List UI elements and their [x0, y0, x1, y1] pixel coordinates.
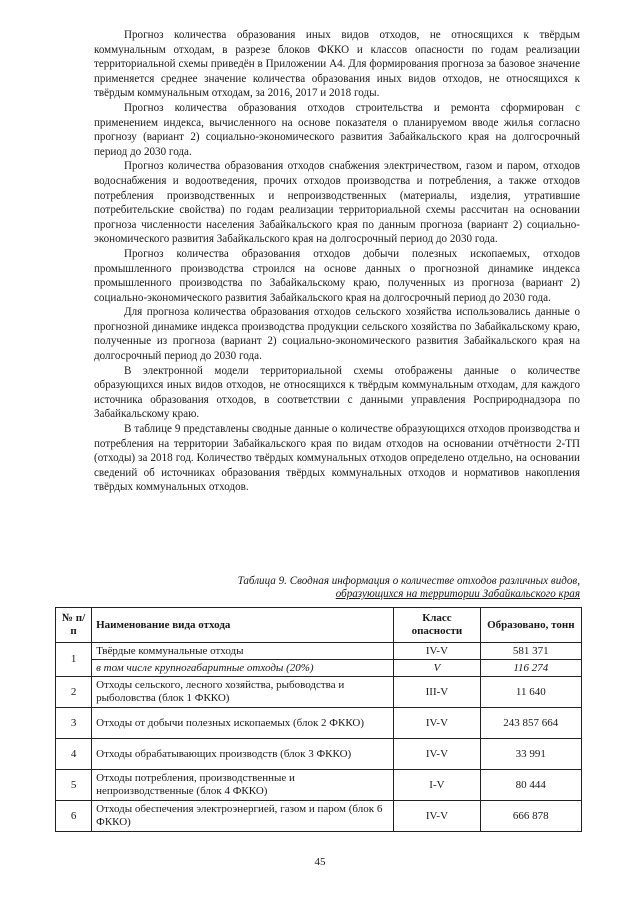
- paragraph: В электронной модели территориальной схемы отображены данные о количестве образующихся иных видов отходов, не относящихся к твёрдым коммунальным отходам, для каждого источника образования отходов, в соответствии с данными управления Росприроднадзора по Забайкальскому краю.: [94, 364, 580, 421]
- row-amount: 243 857 664: [480, 708, 581, 739]
- body-text: [94, 28, 580, 495]
- table-row: [56, 677, 582, 708]
- row-num: 1: [56, 643, 92, 677]
- table-caption-line: образующихся на территории Забайкальского края: [335, 588, 580, 600]
- table-caption-line: Таблица 9. Сводная информация о количестве отходов различных видов,: [237, 575, 580, 587]
- row-amount: 11 640: [480, 677, 581, 708]
- row-sub-name: в том числе крупногабаритные отходы (20%): [92, 660, 394, 677]
- table-row: [56, 801, 582, 832]
- row-amount: 581 371: [480, 643, 581, 660]
- row-num: 6: [56, 801, 92, 832]
- row-class: I-V: [394, 770, 480, 801]
- paragraph: Прогноз количества образования отходов добычи полезных ископаемых, отходов промышленного производства строился на основе данных о прогнозной динамике индекса промышленного производства по Забайкальскому краю, полученных из прогноза (вариант 2) социально-экономического развития Забайкальского края на долгосрочный период до 2030 года.: [94, 247, 580, 304]
- row-amount: 666 878: [480, 801, 581, 832]
- header-num: № п/п: [56, 608, 92, 643]
- row-class: III-V: [394, 677, 480, 708]
- row-num: 3: [56, 708, 92, 739]
- row-name: Отходы от добычи полезных ископаемых (блок 2 ФККО): [92, 708, 394, 739]
- waste-summary-table: [55, 607, 582, 832]
- paragraph: Прогноз количества образования отходов снабжения электричеством, газом и паром, отходов водоснабжения и водоотведения, прочих отходов производства и потребления, а также отходов потребления производственных и непроизводственных (материалы, изделия, утратившие потребительские свойства) по годам реализации территориальной схемы рассчитан на основании прогноза численности населения Забайкальского края по данным прогноза (вариант 2) социально-экономического развития Забайкальского края на долгосрочный период до 2030 года.: [94, 160, 580, 246]
- page-number: 45: [314, 856, 326, 868]
- table-header-row: [56, 608, 582, 643]
- header-class: Класс опасности: [394, 608, 480, 643]
- row-amount: 80 444: [480, 770, 581, 801]
- table-caption: [94, 575, 580, 601]
- paragraph: Для прогноза количества образования отходов сельского хозяйства использовались данные о прогнозной динамике индекса производства продукции сельского хозяйства по Забайкальскому краю, полученные из прогноза (вариант 2) социально-экономического развития Забайкальского края на долгосрочный период до 2030 года.: [94, 306, 580, 363]
- table-row: [56, 770, 582, 801]
- row-num: 2: [56, 677, 92, 708]
- row-sub-amount: 116 274: [480, 660, 581, 677]
- row-class: IV-V: [394, 801, 480, 832]
- header-name: Наименование вида отхода: [92, 608, 394, 643]
- paragraph: Прогноз количества образования иных видов отходов, не относящихся к твёрдым коммунальным отходам, в разрезе блоков ФККО и классов опасности по годам реализации территориальной схемы приведён в Приложении А4. Для формирования прогноза за базовое значение применяется среднее значение количества образования иных видов отходов, не относящихся к твёрдым коммунальным отходам, за 2016, 2017 и 2018 годы.: [94, 29, 580, 100]
- row-name: Отходы сельского, лесного хозяйства, рыбоводства и рыболовства (блок 1 ФККО): [92, 677, 394, 708]
- table-row: [56, 643, 582, 660]
- row-num: 4: [56, 739, 92, 770]
- paragraph: Прогноз количества образования отходов строительства и ремонта сформирован с применением индекса, вычисленного на основе показателя о планируемом вводе жилья согласно прогнозу (вариант 2) социально-экономического развития Забайкальского края на долгосрочный период до 2030 года.: [94, 101, 580, 158]
- row-sub-class: V: [394, 660, 480, 677]
- header-amount: Образовано, тонн: [480, 608, 581, 643]
- row-name: Отходы обрабатывающих производств (блок 3 ФККО): [92, 739, 394, 770]
- row-name: Отходы обеспечения электроэнергией, газом и паром (блок 6 ФККО): [92, 801, 394, 832]
- row-class: IV-V: [394, 739, 480, 770]
- table-row: [56, 660, 582, 677]
- paragraph: В таблице 9 представлены сводные данные о количестве образующихся отходов производства и потребления на территории Забайкальского края по видам отходов на основании отчётности 2-ТП (отходы) за 2018 год. Количество твёрдых коммунальных отходов определено отдельно, на основании сведений об источниках образования твёрдых коммунальных отходов и нормативов накопления твёрдых коммунальных отходов.: [94, 423, 580, 494]
- row-class: IV-V: [394, 643, 480, 660]
- row-name: Твёрдые коммунальные отходы: [92, 643, 394, 660]
- table-row: [56, 708, 582, 739]
- table-row: [56, 739, 582, 770]
- row-name: Отходы потребления, производственные и непроизводственные (блок 4 ФККО): [92, 770, 394, 801]
- row-num: 5: [56, 770, 92, 801]
- row-amount: 33 991: [480, 739, 581, 770]
- row-class: IV-V: [394, 708, 480, 739]
